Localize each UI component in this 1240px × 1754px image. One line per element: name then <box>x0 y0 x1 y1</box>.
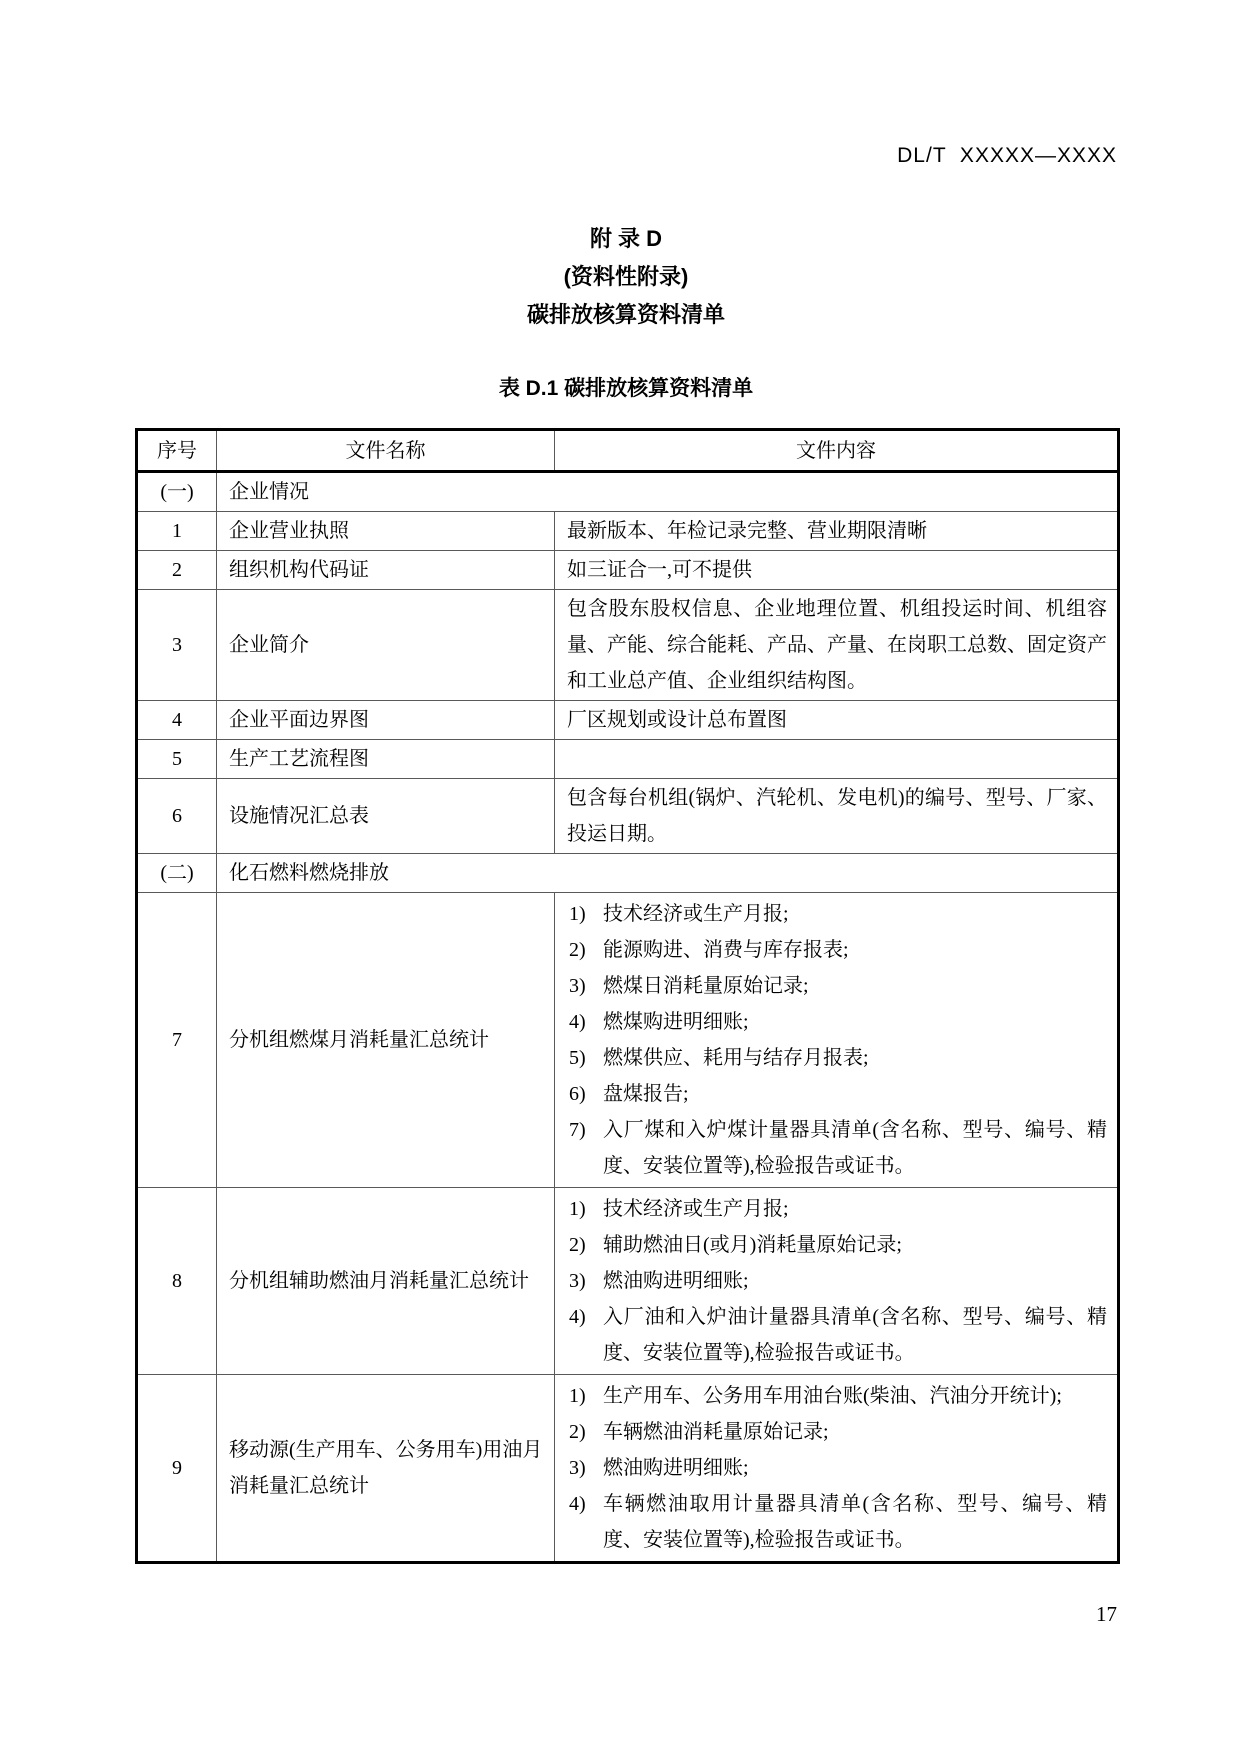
content-paragraph: 最新版本、年检记录完整、营业期限清晰 <box>567 520 927 542</box>
list-item <box>567 968 1107 1004</box>
list-item <box>567 1450 1107 1486</box>
file-name-cell: 移动源(生产用车、公务用车)用油月消耗量汇总统计 <box>217 1375 555 1563</box>
file-name-cell: 分机组燃煤月消耗量汇总统计 <box>217 893 555 1188</box>
table-header-row <box>137 430 1119 472</box>
list-item-text: 燃煤购进明细账; <box>603 1011 749 1033</box>
row-number-cell: 3 <box>137 590 217 701</box>
col-header-no: 序号 <box>137 430 217 472</box>
row-number-cell: 4 <box>137 701 217 740</box>
file-content-cell <box>555 893 1119 1188</box>
row-number-cell: 6 <box>137 779 217 854</box>
list-item <box>567 1191 1107 1227</box>
list-item <box>567 1040 1107 1076</box>
row-number-cell: (二) <box>137 854 217 893</box>
list-item-text: 辅助燃油日(或月)消耗量原始记录; <box>603 1234 902 1256</box>
list-item-number: 6) <box>569 1083 586 1105</box>
table-row <box>137 512 1119 551</box>
row-number-cell: 7 <box>137 893 217 1188</box>
file-content-cell <box>555 551 1119 590</box>
list-item <box>567 1263 1107 1299</box>
list-item-number: 3) <box>569 1457 586 1479</box>
list-item-number: 2) <box>569 1234 586 1256</box>
row-number-cell: 5 <box>137 740 217 779</box>
section-title-cell: 化石燃料燃烧排放 <box>217 854 1119 893</box>
list-item <box>567 1299 1107 1371</box>
section-title-cell: 企业情况 <box>217 472 1119 512</box>
row-number-cell: 2 <box>137 551 217 590</box>
list-item <box>567 1112 1107 1184</box>
title-block <box>135 224 1117 330</box>
list-item <box>567 1486 1107 1558</box>
file-name-cell: 设施情况汇总表 <box>217 779 555 854</box>
content-paragraph: 厂区规划或设计总布置图 <box>567 709 787 731</box>
appendix-title: 附 录 D <box>589 226 663 251</box>
list-item-number: 3) <box>569 1270 586 1292</box>
file-name-cell: 分机组辅助燃油月消耗量汇总统计 <box>217 1188 555 1375</box>
table-row <box>137 740 1119 779</box>
table-row <box>137 551 1119 590</box>
file-name-cell: 企业平面边界图 <box>217 701 555 740</box>
section-row <box>137 854 1119 893</box>
col-header-name: 文件名称 <box>217 430 555 472</box>
list-item <box>567 896 1107 932</box>
list-item-number: 1) <box>569 903 586 925</box>
page-content <box>135 0 1117 1564</box>
file-name-cell: 生产工艺流程图 <box>217 740 555 779</box>
list-item-text: 入厂油和入炉油计量器具清单(含名称、型号、编号、精度、安装位置等),检验报告或证书。 <box>603 1306 1107 1364</box>
row-number-cell: 1 <box>137 512 217 551</box>
list-item-text: 能源购进、消费与库存报表; <box>603 939 849 961</box>
list-item-text: 生产用车、公务用车用油台账(柴油、汽油分开统计); <box>603 1385 1062 1407</box>
list-item-number: 1) <box>569 1198 586 1220</box>
list-item <box>567 1076 1107 1112</box>
list-item-number: 2) <box>569 1421 586 1443</box>
list-item-text: 燃煤供应、耗用与结存月报表; <box>603 1047 869 1069</box>
table-row <box>137 893 1119 1188</box>
list-item <box>567 1004 1107 1040</box>
table-row <box>137 779 1119 854</box>
list-item-number: 7) <box>569 1119 586 1141</box>
col-header-content: 文件内容 <box>555 430 1119 472</box>
file-name-cell: 企业营业执照 <box>217 512 555 551</box>
content-paragraph: 包含股东股权信息、企业地理位置、机组投运时间、机组容量、产能、综合能耗、产品、产量、在岗职工总数、固定资产和工业总产值、企业组织结构图。 <box>567 598 1107 692</box>
list-item <box>567 1414 1107 1450</box>
list-item-text: 技术经济或生产月报; <box>603 1198 789 1220</box>
section-row <box>137 472 1119 512</box>
list-item-number: 4) <box>569 1493 586 1515</box>
page-number: 17 <box>1096 1602 1117 1626</box>
list-item <box>567 1378 1107 1414</box>
file-content-cell <box>555 512 1119 551</box>
list-item-text: 技术经济或生产月报; <box>603 903 789 925</box>
data-table <box>135 428 1120 1564</box>
list-item-number: 2) <box>569 939 586 961</box>
content-paragraph: 如三证合一,可不提供 <box>567 559 752 581</box>
list-item-text: 车辆燃油取用计量器具清单(含名称、型号、编号、精度、安装位置等),检验报告或证书。 <box>603 1493 1107 1551</box>
list-item-number: 5) <box>569 1047 586 1069</box>
appendix-subtitle: (资料性附录) <box>563 264 689 289</box>
file-content-cell <box>555 779 1119 854</box>
table-row <box>137 1375 1119 1563</box>
appendix-name: 碳排放核算资料清单 <box>526 302 725 327</box>
file-content-cell <box>555 701 1119 740</box>
file-content-cell <box>555 1188 1119 1375</box>
list-item-text: 燃油购进明细账; <box>603 1457 749 1479</box>
content-paragraph: 包含每台机组(锅炉、汽轮机、发电机)的编号、型号、厂家、投运日期。 <box>567 787 1107 845</box>
table-row <box>137 590 1119 701</box>
file-content-cell <box>555 590 1119 701</box>
list-item <box>567 1227 1107 1263</box>
list-item-number: 1) <box>569 1385 586 1407</box>
row-number-cell: 8 <box>137 1188 217 1375</box>
doc-code: DL/T XXXXX—XXXX <box>897 144 1117 167</box>
table-caption: 表 D.1 碳排放核算资料清单 <box>498 377 754 400</box>
list-item-text: 燃油购进明细账; <box>603 1270 749 1292</box>
file-name-cell: 企业简介 <box>217 590 555 701</box>
list-item-number: 3) <box>569 975 586 997</box>
table-row <box>137 701 1119 740</box>
list-item-number: 4) <box>569 1011 586 1033</box>
list-item-number: 4) <box>569 1306 586 1328</box>
row-number-cell: 9 <box>137 1375 217 1563</box>
file-name-cell: 组织机构代码证 <box>217 551 555 590</box>
list-item-text: 入厂煤和入炉煤计量器具清单(含名称、型号、编号、精度、安装位置等),检验报告或证书。 <box>603 1119 1107 1177</box>
file-content-cell <box>555 1375 1119 1563</box>
list-item-text: 燃煤日消耗量原始记录; <box>603 975 809 997</box>
table-row <box>137 1188 1119 1375</box>
list-item-text: 盘煤报告; <box>603 1083 689 1105</box>
row-number-cell: (一) <box>137 472 217 512</box>
list-item-text: 车辆燃油消耗量原始记录; <box>603 1421 829 1443</box>
file-content-cell <box>555 740 1119 779</box>
list-item <box>567 932 1107 968</box>
